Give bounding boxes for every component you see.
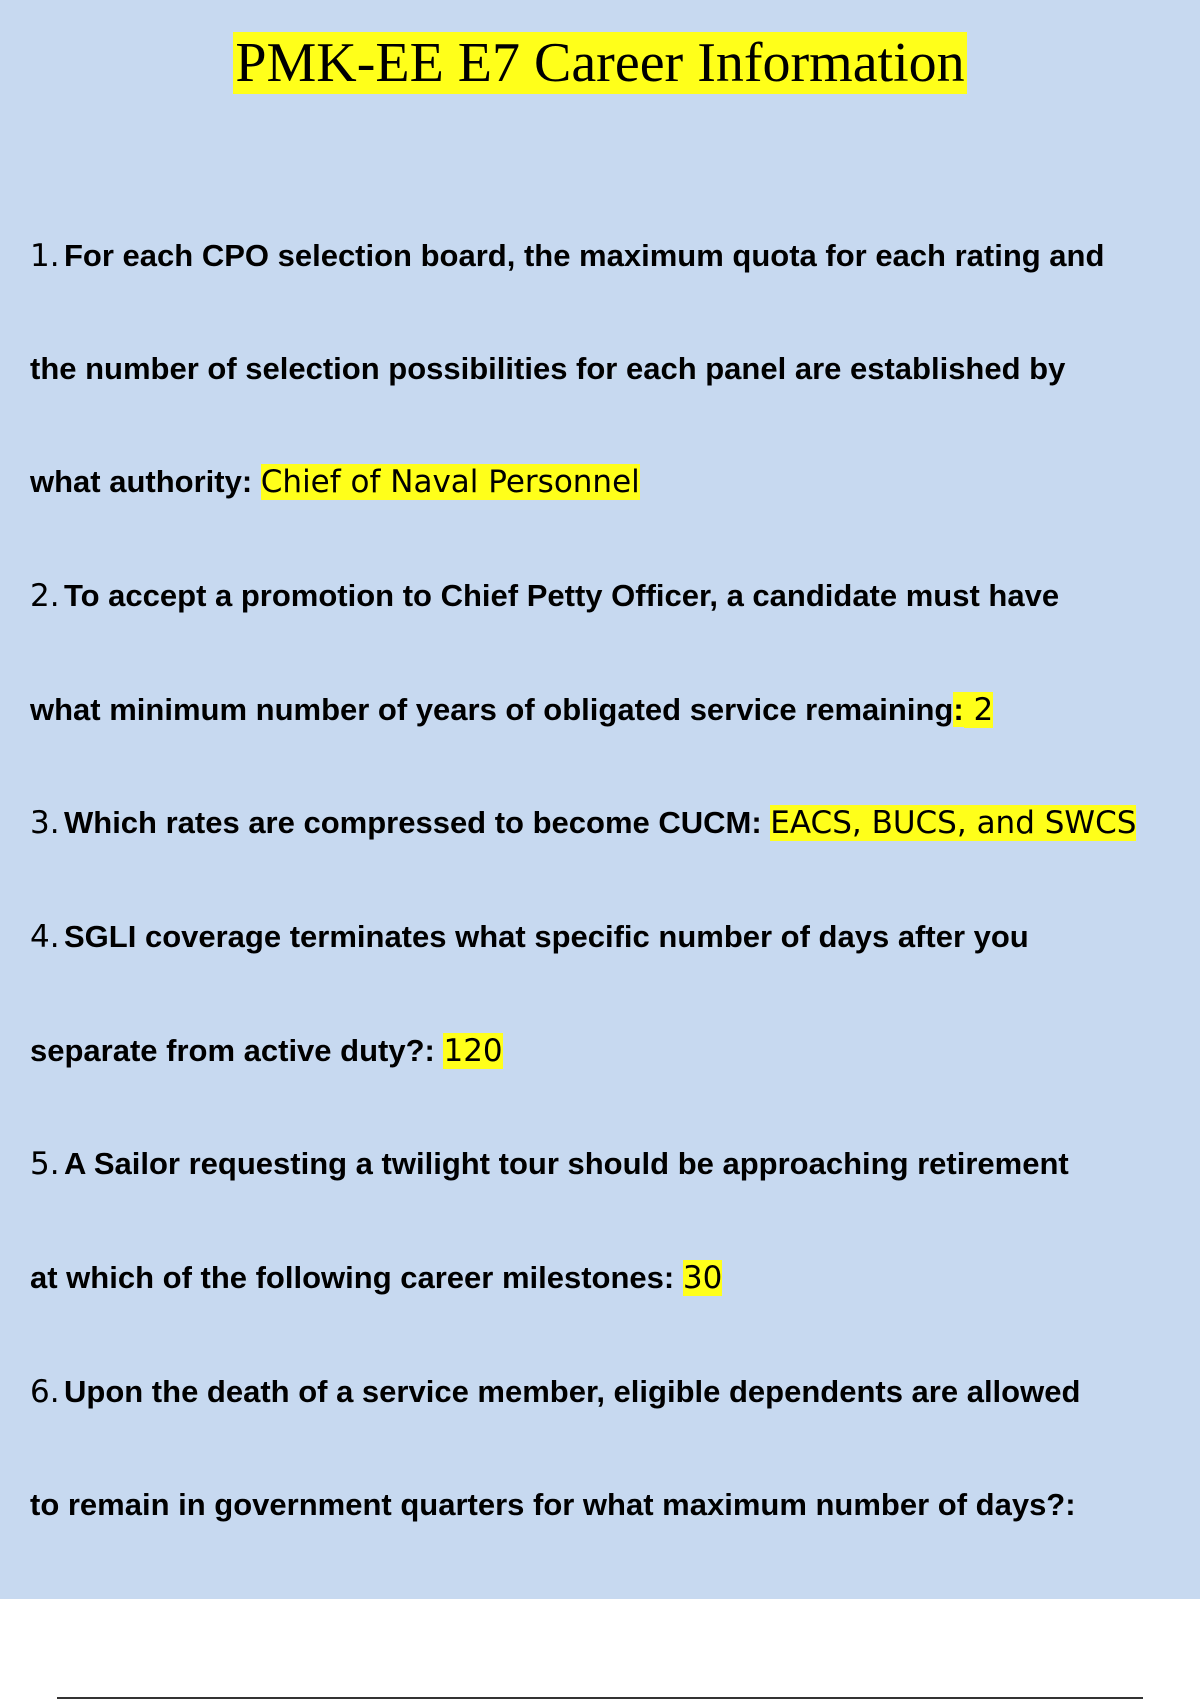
question-2-text-line-2: what minimum number of years of obligated service remaining — [30, 692, 954, 727]
question-5-number: 5. — [30, 1146, 60, 1182]
question-1-line-1 — [30, 236, 1104, 276]
question-4-text-line-2: separate from active duty?: — [30, 1033, 444, 1068]
question-2-text-line-1: To accept a promotion to Chief Petty Officer, a candidate must have — [64, 578, 1060, 613]
question-5-line-2 — [30, 1258, 722, 1298]
question-1-text-line-1: For each CPO selection board, the maximum quota for each rating and — [64, 238, 1105, 273]
question-1-answer: Chief of Naval Personnel — [260, 464, 640, 500]
page-title-text: PMK-EE E7 Career Information — [235, 32, 965, 94]
question-3-answer: EACS, BUCS, and SWCS — [770, 805, 1137, 841]
question-2-line-2 — [30, 690, 993, 730]
question-4-answer: 120 — [443, 1033, 503, 1069]
question-4-number: 4. — [30, 919, 60, 955]
question-2-colon: : — [953, 692, 964, 727]
question-3-text-line-1: Which rates are compressed to become CUCM: — [64, 805, 771, 840]
question-4-line-1 — [30, 917, 1029, 957]
question-1-text-line-2: the number of selection possibilities for each panel are established by — [30, 351, 1066, 386]
question-1-number: 1. — [30, 238, 60, 274]
question-6-text-line-2: to remain in government quarters for what maximum number of days?: — [30, 1487, 1076, 1522]
question-1-line-2 — [30, 349, 1065, 389]
footer-divider — [57, 1697, 1143, 1699]
question-5-text-line-1: A Sailor requesting a twilight tour should be approaching retirement — [64, 1146, 1069, 1181]
question-6-text-line-1: Upon the death of a service member, eligible dependents are allowed — [64, 1374, 1081, 1409]
question-3-number: 3. — [30, 805, 60, 841]
question-5-text-line-2: at which of the following career milestones: — [30, 1260, 683, 1295]
question-5-answer: 30 — [682, 1260, 723, 1296]
question-6-number: 6. — [30, 1374, 60, 1410]
question-5-line-1 — [30, 1144, 1069, 1184]
question-1-text-line-3: what authority: — [30, 464, 261, 499]
question-3-line-1 — [30, 803, 1136, 843]
question-2-number: 2. — [30, 578, 60, 614]
question-4-text-line-1: SGLI coverage terminates what specific number of days after you — [64, 919, 1029, 954]
question-2-answer: 2 — [963, 692, 994, 728]
page-title — [0, 30, 1200, 96]
question-1-line-3 — [30, 462, 640, 502]
question-6-line-1 — [30, 1372, 1080, 1412]
question-2-line-1 — [30, 576, 1059, 616]
question-6-line-2 — [30, 1485, 1076, 1525]
question-4-line-2 — [30, 1031, 503, 1071]
